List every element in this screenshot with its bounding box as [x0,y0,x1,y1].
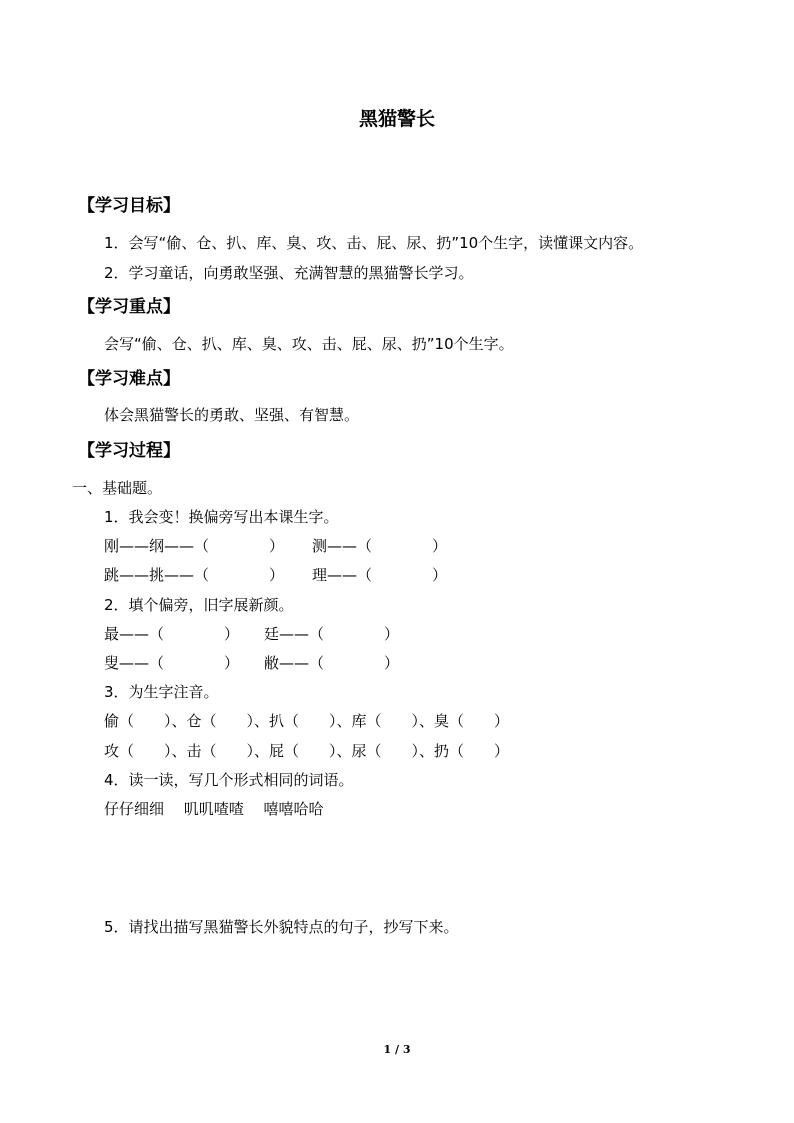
goal-item-2: 2．学习童话，向勇敢坚强、充满智慧的黑猫警长学习。 [104,264,474,282]
q1-row2-right: 理——（ ） [312,566,448,584]
q2-row2-right: 敝——（ ） [264,654,400,672]
q1-title: 1．我会变！换偏旁写出本课生字。 [104,508,339,526]
difficulty-heading: 【学习难点】 [78,369,180,389]
key-text: 会写“偷、仓、扒、库、臭、攻、击、屁、尿、扔”10个生字。 [104,335,514,353]
q3-row1: 偷（ ）、仓（ ）、扒（ ）、库（ ）、臭（ ） [104,712,510,730]
q1-row2-left: 跳——挑——（ ） [104,566,285,584]
page-title: 黑猫警长 [358,108,435,130]
q3-title: 3．为生字注音。 [104,683,219,701]
difficulty-text: 体会黑猫警长的勇敢、坚强、有智慧。 [104,406,360,424]
part1-label: 一、基础题。 [72,479,163,497]
q1-row1-left: 刚——纲——（ ） [104,537,285,555]
q5-title: 5．请找出描写黑猫警长外貌特点的句子，抄写下来。 [104,918,459,936]
q4-title: 4．读一读，写几个形式相同的词语。 [104,771,354,789]
q2-row1-left: 最——（ ） [104,625,240,643]
q1-row1-right: 测——（ ） [312,537,448,555]
q2-row2-left: 叟——（ ） [104,654,240,672]
process-heading: 【学习过程】 [78,441,180,461]
q2-row1-right: 廷——（ ） [264,625,400,643]
q3-row2: 攻（ ）、击（ ）、屁（ ）、尿（ ）、扔（ ） [104,742,510,760]
q4-examples: 仔仔细细 叽叽喳喳 嘻嘻哈哈 [104,800,324,818]
key-heading: 【学习重点】 [78,297,180,317]
page-number: 1 / 3 [383,1043,411,1056]
goals-heading: 【学习目标】 [78,196,180,216]
q2-title: 2．填个偏旁，旧字展新颜。 [104,596,294,614]
goal-item-1: 1．会写“偷、仓、扒、库、臭、攻、击、屁、尿、扔”10个生字，读懂课文内容。 [104,234,644,252]
